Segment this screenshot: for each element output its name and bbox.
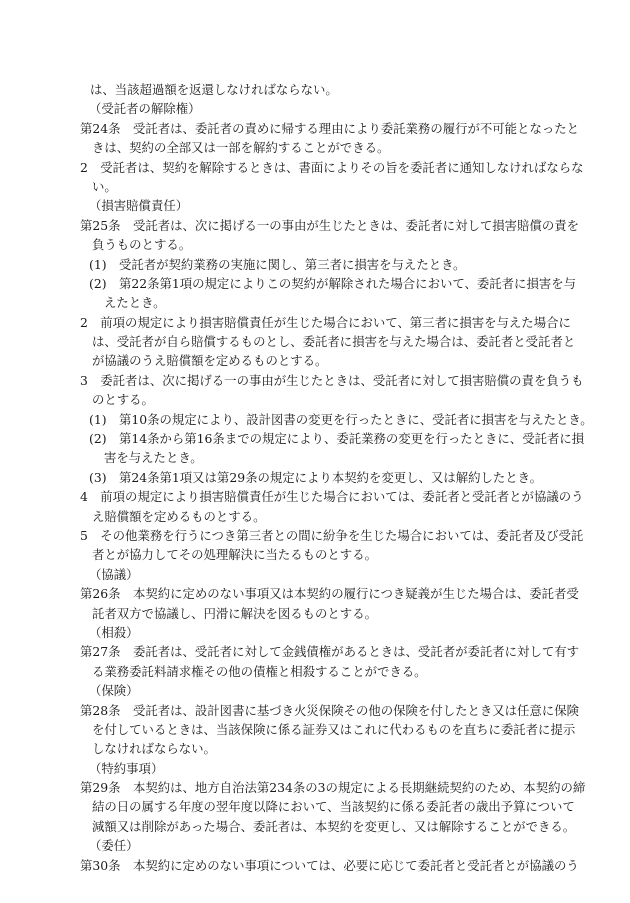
text-line: 5 その他業務を行うにつき第三者との間に紛争を生じた場合においては、委託者及び受託: [80, 527, 584, 543]
text-line: (3) 第24条第1項又は第29条の規定により本契約を変更し、又は解約したとき。: [89, 469, 542, 485]
text-line: 4 前項の規定により損害賠償責任が生じた場合においては、委託者と受託者とが協議のう: [80, 489, 584, 505]
text-line: 結の日の属する年度の翌年度以降において、当該契約に係る委託者の歳出予算について: [92, 799, 575, 815]
text-line: を付しているときは、当該保険に係る証券又はこれに代わるものを直ちに委託者に提示: [92, 721, 576, 737]
text-line: 3 委託者は、次に掲げる一の事由が生じたときは、受託者に対して損害賠償の責を負うも: [80, 372, 584, 388]
text-line: は、受託者が自ら賠償するものとし、委託者に損害を与えた場合は、委託者と受託者と: [92, 334, 576, 350]
text-line: 害を与えたとき。: [104, 450, 203, 466]
text-line: え賠償額を定めるものとする。: [92, 508, 266, 524]
text-line: (1) 第10条の規定により、設計図書の変更を行ったときに、受託者に損害を与えたとき。: [89, 411, 593, 427]
document-page: [80, 80, 593, 875]
text-line: 第24条 受託者は、委託者の責めに帰する理由により委託業務の履行が不可能となったと: [80, 120, 580, 136]
text-line: 第29条 本契約は、地方自治法第234条の3の規定による長期継続契約のため、本契約の締: [80, 780, 586, 796]
text-line: る業務委託料請求権その他の債権と相殺することができる。: [92, 663, 427, 679]
text-line: 託者双方で協議し、円滑に解決を図るものとする。: [92, 605, 377, 621]
text-line: えたとき。: [104, 295, 166, 311]
text-line: 者とが協力してその処理解決に当たるものとする。: [92, 547, 377, 563]
text-line: きは、契約の全部又は一部を解約することができる。: [92, 140, 390, 156]
text-line: 減額又は削除があった場合、委託者は、本契約を変更し、又は解除することができる。: [92, 818, 576, 834]
text-line: （協議）: [89, 566, 139, 582]
text-line: （委任）: [89, 838, 139, 854]
text-line: 2 前項の規定により損害賠償責任が生じた場合において、第三者に損害を与えた場合に: [80, 314, 571, 330]
text-line: （特約事項）: [89, 760, 164, 776]
text-line: い。: [92, 178, 117, 194]
text-line: が協議のうえ賠償額を定めるものとする。: [92, 353, 328, 369]
text-line: 第30条 本契約に定めのない事項については、必要に応じて委託者と受託者とが協議のう: [80, 857, 579, 873]
text-line: (2) 第22条第1項の規定によりこの契約が解除された場合において、委託者に損害を与: [89, 275, 577, 291]
text-line: （損害賠償責任）: [89, 198, 189, 214]
text-line: しなければならない。: [92, 741, 216, 757]
text-line: 第27条 委託者は、受託者に対して金銭債権があるときは、受託者が委託者に対して有す: [80, 644, 580, 660]
text-line: のとする。: [92, 392, 154, 408]
text-line: (2) 第14条から第16条までの規定により、委託業務の変更を行ったときに、受託者に損: [89, 431, 585, 447]
text-line: （保険）: [89, 683, 139, 699]
text-line: は、当該超過額を返還しなければならない。: [90, 82, 338, 97]
text-line: 2 受託者は、契約を解除するときは、書面によりその旨を委託者に通知しなければならな: [80, 159, 584, 175]
text-line: (1) 受託者が契約業務の実施に関し、第三者に損害を与えたとき。: [89, 256, 466, 272]
text-line: 第28条 受託者は、設計図書に基づき火災保険その他の保険を付したとき又は任意に保険: [80, 702, 580, 718]
text-line: 第26条 本契約に定めのない事項又は本契約の履行につき疑義が生じた場合は、委託者受: [80, 586, 579, 602]
text-line: （相殺）: [89, 624, 139, 640]
text-line: （受託者の解除権）: [89, 101, 201, 117]
text-line: 負うものとする。: [92, 237, 192, 253]
text-line: 第25条 受託者は、次に掲げる一の事由が生じたときは、委託者に対して損害賠償の責を: [80, 217, 580, 233]
